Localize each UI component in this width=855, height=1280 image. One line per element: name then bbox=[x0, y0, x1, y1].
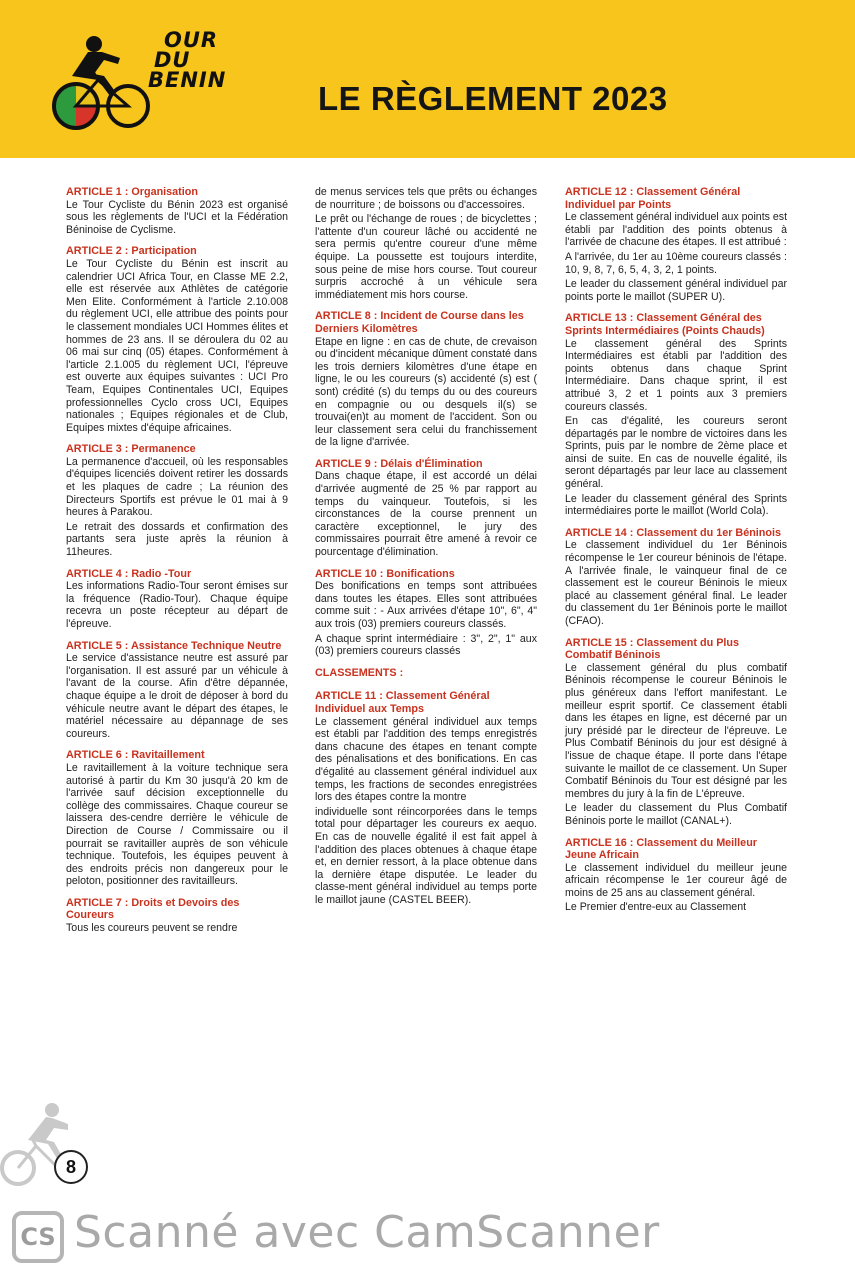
article-paragraph: Le classement général des Sprints Intermédiaires est établi par l'addition des points obtenus dans chaque Sprint Intermédiaire. Dans chaque sprint, il est attribué 3, 2 et 1 points aux 3 premiers coureurs classés. bbox=[565, 337, 787, 413]
article-paragraph: Le classement individuel du meilleur jeune africain récompense le 1er coureur âgé de moins de 25 ans au classement général. bbox=[565, 861, 787, 899]
page-number: 8 bbox=[54, 1150, 88, 1184]
logo-text bbox=[148, 30, 226, 90]
article-block bbox=[565, 186, 787, 303]
article-block bbox=[66, 749, 288, 888]
column-3 bbox=[565, 186, 787, 923]
article-title: ARTICLE 13 : Classement Général des Sprints Intermédiaires (Points Chauds) bbox=[565, 312, 765, 337]
camscanner-logo: CS bbox=[12, 1211, 64, 1263]
article-paragraph: En cas d'égalité, les coureurs seront départagés par le nombre de victoires dans les Sprints, puis par le nombre de 2ème place et ainsi de suite. En cas de nouvelle égalité, ils seront départagés par leur lace au classement général. bbox=[565, 415, 787, 491]
article-block bbox=[565, 527, 787, 628]
article-paragraph: Le leader du classement du Plus Combatif Béninois porte le maillot (CANAL+). bbox=[565, 802, 787, 827]
article-paragraph: individuelle sont réincorporées dans le temps total pour départager les coureurs ex aequo. En cas de nouvelle égalité il est fait appel à l'addition des places obtenues à chaque étape et, en dernier ressort, à la place obtenue dans la dernière étape disputée. Le leader du classe-ment général individuel au temps porte le maillot jaune (CASTEL BEER). bbox=[315, 805, 537, 906]
page-header bbox=[0, 0, 855, 158]
article-paragraph: Le leader du classement général individuel par points porte le maillot (SUPER U). bbox=[565, 278, 787, 303]
page-title: LE RÈGLEMENT 2023 bbox=[318, 80, 668, 117]
article-paragraph: Le classement général du plus combatif Béninois récompense le coureur Béninois le plus généreux dans l'effort manifestant. Le meilleur esprit sportif. Ce classement établi dans les étapes en ligne, est décerné par un jury présidé par le directeur de l'épreuve. Le Plus Combatif Béninois du jour est désigné à l'issue de chaque étape. Il porte dans l'étape suivante le maillot de ce classement. Un Super Combatif Béninois du Tour est désigné par les membres du jury à la fin de L'épreuve. bbox=[565, 661, 787, 800]
article-paragraph: Le classement général individuel aux temps est établi par l'addition des temps enregistrés dans chacune des étapes en tenant compte des pénalisations et des bonifications. En cas d'égalité au classement général individuel aux temps, les fractions de secondes enregistrées lors des étapes contre la montre bbox=[315, 715, 537, 804]
camscanner-watermark bbox=[0, 1195, 855, 1280]
article-block bbox=[66, 897, 288, 935]
article-block bbox=[66, 640, 288, 741]
article-title: ARTICLE 5 : Assistance Technique Neutre bbox=[66, 639, 282, 652]
column-1 bbox=[66, 186, 288, 944]
article-block bbox=[315, 568, 537, 658]
article-title: ARTICLE 6 : Ravitaillement bbox=[66, 749, 205, 762]
article-title: ARTICLE 8 : Incident de Course dans les Derniers Kilomètres bbox=[315, 310, 524, 335]
article-title: ARTICLE 4 : Radio -Tour bbox=[66, 567, 192, 580]
article-paragraph: Le classement général individuel aux points est établi par l'addition des points obtenus à l'arrivée de chacune des étapes. Il est attribué : bbox=[565, 211, 788, 249]
article-block bbox=[315, 310, 537, 449]
article-paragraph: Le Tour Cycliste du Bénin est inscrit au calendrier UCI Africa Tour, en Classe ME 2.2, elle est réservée aux Athlètes de catégorie Men Elite. Conformément à l'article 2.10.008 du règlement UCI, elle attribue des points pour le classement mondiales UCI Hommes élites et hommes de 23 ans. Il se déroulera du 02 au 06 mai sur cinq (05) étapes. Conformément à l'article 2.1.005 du règlement UCI, l'épreuve est ouverte aux équipes suivantes : UCI Pro Team, Equipes Continentales UCI, Equipes professionnelles Cyclo cross UCI, Equipes nationales ; Equipes régionales et de Club, Equipes mixtes d'équipe africaines. bbox=[66, 257, 288, 434]
article-block bbox=[66, 186, 288, 236]
article-block bbox=[565, 837, 787, 915]
logo-line-2: DU bbox=[154, 48, 191, 72]
article-block bbox=[315, 186, 537, 301]
article-paragraph: A l'arrivée, du 1er au 10ème coureurs classés : 10, 9, 8, 7, 6, 5, 4, 3, 2, 1 points. bbox=[565, 250, 787, 276]
article-paragraph: Le retrait des dossards et confirmation des partants sera juste après la réunion à 11heures. bbox=[66, 520, 288, 559]
article-block bbox=[66, 245, 288, 434]
article-paragraph: de menus services tels que prêts ou échanges de nourriture ; de boissons ou d'accessoires. bbox=[315, 186, 537, 211]
article-paragraph: Tous les coureurs peuvent se rendre bbox=[66, 922, 238, 935]
article-paragraph: Le classement individuel du 1er Béninois récompense le 1er coureur béninois de l'étape. A l'arrivée finale, le vainqueur final de ce classement est le coureur Béninois le mieux placé au classement général final. Le leader du classement du 1er Béninois porte le maillot (CFAO). bbox=[565, 539, 787, 627]
cyclist-logo-icon bbox=[48, 30, 158, 140]
article-title: ARTICLE 9 : Délais d'Élimination bbox=[315, 457, 483, 470]
article-paragraph: La permanence d'accueil, où les responsables d'équipes licenciés doivent retirer les dossards et les plaques de cadre ; La réunion des Directeurs Sportifs est prévue le 01 mai à 9 heures à Parakou. bbox=[66, 455, 288, 519]
article-title: ARTICLE 3 : Permanence bbox=[66, 443, 196, 456]
article-title: ARTICLE 7 : Droits et Devoirs des Coureurs bbox=[66, 896, 240, 922]
article-title: ARTICLE 1 : Organisation bbox=[66, 186, 198, 198]
article-paragraph: Le Premier d'entre-eux au Classement bbox=[565, 901, 747, 914]
section-heading: CLASSEMENTS : bbox=[315, 666, 404, 679]
column-2 bbox=[315, 186, 537, 915]
article-title: ARTICLE 12 : Classement Général Individuel par Points bbox=[565, 186, 741, 211]
article-paragraph: Les informations Radio-Tour seront émises sur la fréquence (Radio-Tour). Chaque équipe recevra un poste récepteur au départ de l'épreuve. bbox=[66, 580, 288, 630]
article-paragraph: Le leader du classement général des Sprints intermédiaires porte le maillot (World Cola). bbox=[565, 492, 787, 518]
logo-line-1: OUR bbox=[164, 28, 219, 52]
article-block bbox=[315, 690, 537, 906]
article-paragraph: Le ravitaillement à la voiture technique sera autorisé à partir du Km 30 jusqu'à 20 km de l'arrivée sauf décision exceptionnelle du collège des commissaires. Chaque coureur se laissera des-cendre derrière le véhicule de Direction de Course / Commissaire ou il pourrait se ravitailler auprès de son véhicule technique. Toutefois, les équipes peuvent à des endroits précis non dangereux pour le peloton, positionner des ravitailleurs. bbox=[66, 761, 288, 888]
article-block bbox=[66, 568, 288, 631]
article-block bbox=[565, 637, 787, 828]
article-paragraph: Le prêt ou l'échange de roues ; de bicyclettes ; l'attente d'un coureur lâché ou accidenté ne sera permis qu'entre coureur d'une même équipe. La poussette est toujours interdite, sous peine de mise hors course. Tout coureur surpris accroché à un véhicule sera immédiatement mis hors course. bbox=[315, 213, 537, 301]
article-paragraph: A chaque sprint intermédiaire : 3", 2", 1" aux (03) premiers coureurs classés bbox=[315, 632, 537, 658]
article-title: ARTICLE 11 : Classement Général Individuel aux Temps bbox=[315, 690, 490, 715]
logo-line-3: BENIN bbox=[148, 68, 227, 92]
article-paragraph: Des bonifications en temps sont attribuées dans toutes les étapes. Elles sont attribuées comme suit : - Aux arrivées d'étape 10", 6", 4" aux trois (03) premiers coureurs classés. bbox=[315, 580, 537, 630]
article-title: ARTICLE 14 : Classement du 1er Béninois bbox=[565, 526, 781, 539]
camscanner-text: Scanné avec CamScanner bbox=[74, 1207, 660, 1258]
article-title: ARTICLE 2 : Participation bbox=[66, 245, 197, 258]
tour-du-benin-logo bbox=[48, 30, 228, 140]
article-paragraph: Le Tour Cycliste du Bénin 2023 est organisé sous les règlements de l'UCI et la Fédération Béninoise de Cyclisme. bbox=[66, 198, 288, 236]
article-title: ARTICLE 10 : Bonifications bbox=[315, 567, 455, 580]
article-paragraph: Etape en ligne : en cas de chute, de crevaison ou d'incident mécanique dûment constaté dans les trois derniers kilomètres d'une étape en ligne, le ou les coureurs (s) accidenté (s) est ( sont) crédité (s) du temps du ou des coureurs en compagnie ou ou desquels il(s) se trouvai(en)t au moment de l'accident. Son ou leur classement sera celui du franchissement de la ligne d'arrivée. bbox=[315, 335, 537, 449]
article-paragraph: Dans chaque étape, il est accordé un délai d'arrivée augmenté de 25 % par rapport au temps du vainqueur. Toutefois, si les circonstances de la course prennent un caractère exceptionnel, le jury des commissaires pourrait être amené à revoir ce pourcentage d'élimination. bbox=[315, 470, 537, 559]
article-title: ARTICLE 16 : Classement du Meilleur Jeune Africain bbox=[565, 836, 757, 862]
article-block bbox=[66, 443, 288, 558]
article-paragraph: Le service d'assistance neutre est assuré par l'organisation. Il est assuré par un véhicule à l'avant de la course. Afin d'être dépannée, chaque équipe a le droit de déposer à bord du véhicule neutre avant le départ des étapes, le matériel nécessaire au dépannage de ses coureurs. bbox=[66, 652, 288, 740]
article-title: ARTICLE 15 : Classement du Plus Combatif Béninois bbox=[565, 636, 739, 662]
article-block bbox=[315, 458, 537, 559]
article-block bbox=[565, 312, 787, 518]
